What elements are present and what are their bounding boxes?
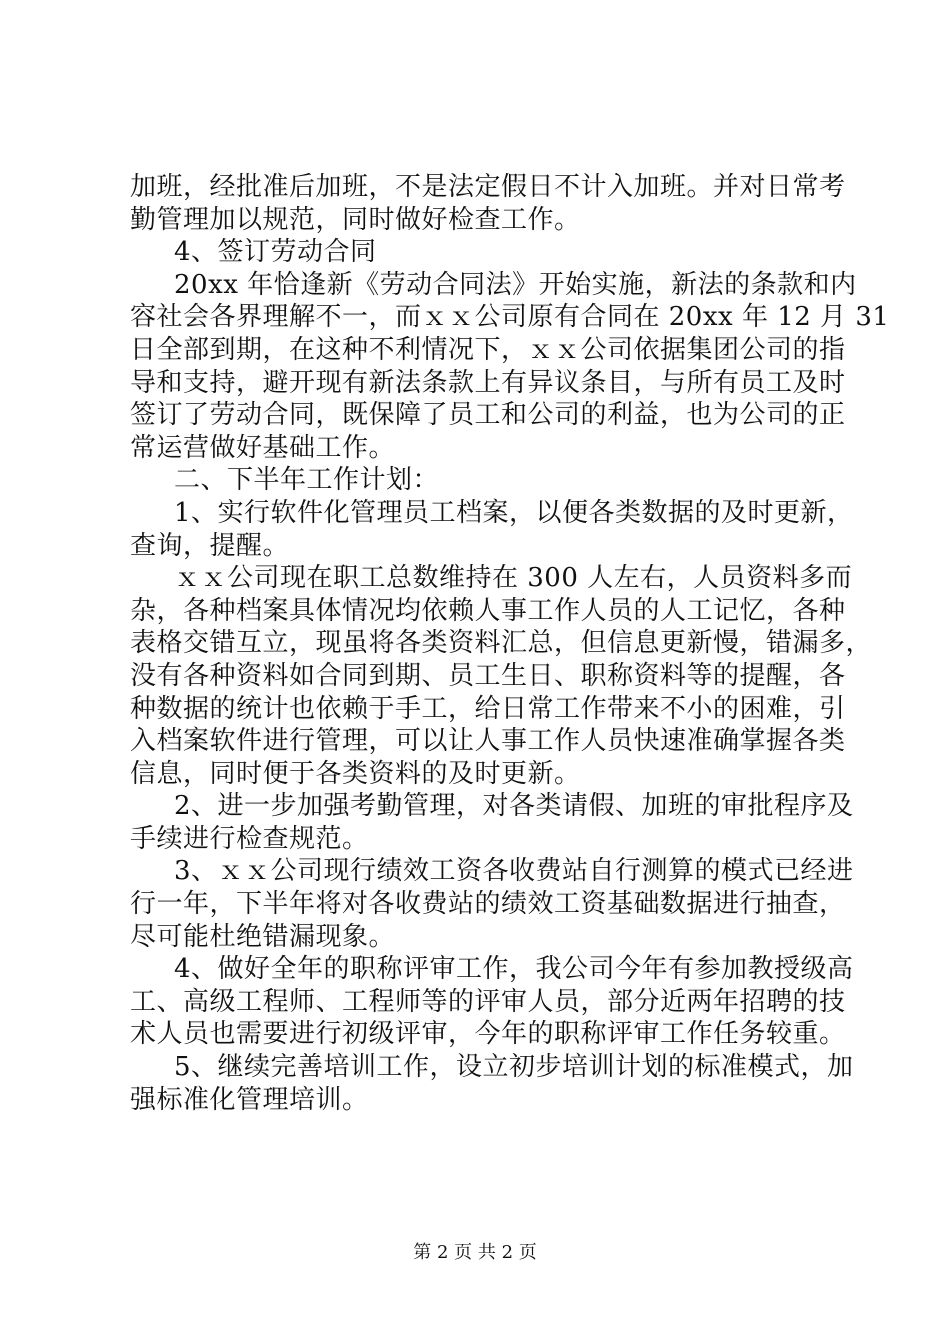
text-line: 手续进行检查规范。 <box>130 823 369 854</box>
text-line: 勤管理加以规范，同时做好检查工作。 <box>130 204 581 235</box>
text-line: 术人员也需要进行初级评审，今年的职称评审工作任务较重。 <box>130 1019 846 1050</box>
text-line: 2、进一步加强考勤管理，对各类请假、加班的审批程序及 <box>174 791 854 822</box>
text-line: 种数据的统计也依赖于手工，给日常工作带来不小的困难，引 <box>130 693 846 724</box>
text-line: ｘｘ公司现在职工总数维持在 300 人左右，人员资料多而 <box>174 563 853 594</box>
text-line: 3、ｘｘ公司现行绩效工资各收费站自行测算的模式已经进 <box>174 856 854 887</box>
text-line: 行一年，下半年将对各收费站的绩效工资基础数据进行抽查， <box>130 889 846 920</box>
text-line: 20xx 年恰逢新《劳动合同法》开始实施，新法的条款和内 <box>174 269 857 300</box>
text-line: 信息，同时便于各类资料的及时更新。 <box>130 758 581 789</box>
text-line: 表格交错互立，现虽将各类资料汇总，但信息更新慢，错漏多， <box>130 628 873 659</box>
text-line: 杂，各种档案具体情况均依赖人事工作人员的人工记忆，各种 <box>130 595 846 626</box>
text-line: 查询，提醒。 <box>130 530 290 561</box>
text-line: 日全部到期，在这种不利情况下，ｘｘ公司依据集团公司的指 <box>130 334 846 365</box>
text-line: 工、高级工程师、工程师等的评审人员，部分近两年招聘的技 <box>130 986 846 1017</box>
document-body <box>130 171 890 1116</box>
text-line: 1、实行软件化管理员工档案，以便各类数据的及时更新， <box>174 497 854 528</box>
page-footer: 第 2 页 共 2 页 <box>413 1242 537 1263</box>
text-line: 5、继续完善培训工作，设立初步培训计划的标准模式，加 <box>174 1052 854 1083</box>
text-line: 容社会各界理解不一，而ｘｘ公司原有合同在 20xx 年 12 月 31 <box>130 302 890 333</box>
text-line: 4、签订劳动合同 <box>174 237 377 268</box>
text-line: 强标准化管理培训。 <box>130 1084 369 1115</box>
text-line: 签订了劳动合同，既保障了员工和公司的利益，也为公司的正 <box>130 400 846 431</box>
text-line: 入档案软件进行管理，可以让人事工作人员快速准确掌握各类 <box>130 726 846 757</box>
text-line: 二、下半年工作计划： <box>174 465 440 496</box>
text-line: 常运营做好基础工作。 <box>130 432 396 463</box>
text-line: 尽可能杜绝错漏现象。 <box>130 921 396 952</box>
text-line: 导和支持，避开现有新法条款上有异议条目，与所有员工及时 <box>130 367 846 398</box>
text-line: 4、做好全年的职称评审工作，我公司今年有参加教授级高 <box>174 954 854 985</box>
text-line: 加班，经批准后加班，不是法定假日不计入加班。并对日常考 <box>130 172 846 202</box>
text-line: 没有各种资料如合同到期、员工生日、职称资料等的提醒，各 <box>130 660 846 691</box>
